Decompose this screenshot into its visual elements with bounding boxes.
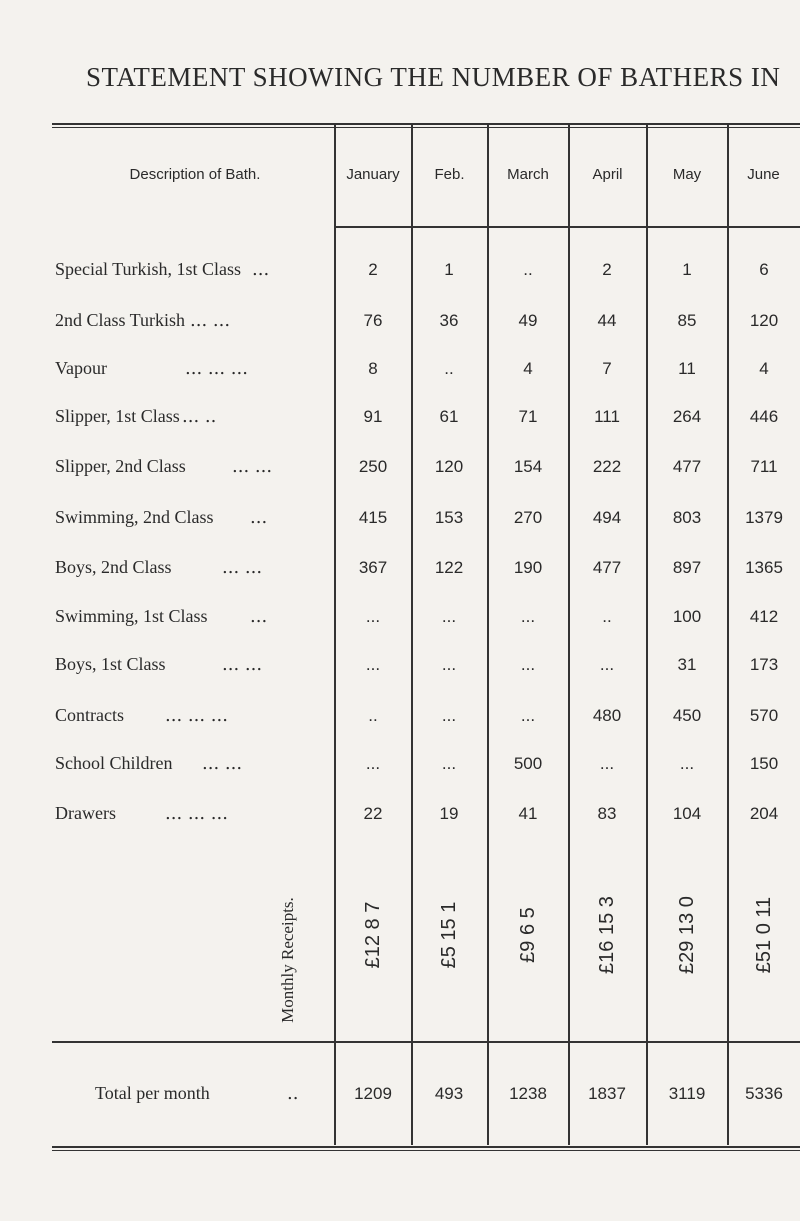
- table-cell: 150: [749, 754, 779, 773]
- table-cell: 100: [672, 607, 702, 626]
- table-cell: 480: [592, 706, 622, 725]
- page-title: STATEMENT SHOWING THE NUMBER OF BATHERS IN: [86, 62, 781, 92]
- row-label: Boys, 1st Class: [55, 654, 166, 674]
- table-cell: ...: [441, 706, 457, 725]
- monthly-receipt-value: £51 0 11: [753, 896, 775, 974]
- table-cell: 36: [439, 311, 459, 330]
- table-cell: 250: [358, 457, 388, 476]
- table-cell: 6: [759, 260, 769, 279]
- table-cell: 367: [358, 558, 388, 577]
- row-leader-dots: ...: [250, 507, 268, 528]
- row-leader-dots: ... ...: [232, 456, 273, 477]
- table-cell: 1365: [745, 558, 783, 577]
- table-cell: 204: [749, 804, 779, 823]
- table-cell: 120: [749, 311, 779, 330]
- table-cell: 494: [592, 508, 622, 527]
- row-leader-dots: ... ... ...: [165, 803, 228, 824]
- table-cell: 2: [368, 260, 378, 279]
- row-leader-dots: ... ... ...: [185, 358, 248, 379]
- table-cell: 76: [363, 311, 383, 330]
- total-cell: 493: [434, 1084, 464, 1103]
- table-cell: 71: [518, 407, 538, 426]
- header-january: January: [346, 166, 400, 183]
- row-leader-dots: ... ...: [202, 753, 243, 774]
- row-label: Contracts: [55, 705, 124, 725]
- table-cell: 711: [750, 457, 778, 476]
- header-june: June: [747, 166, 780, 183]
- table-cell: ...: [441, 655, 457, 674]
- total-cell: 3119: [668, 1084, 706, 1103]
- table-cell: ...: [520, 655, 536, 674]
- table-cell: 1: [444, 260, 454, 279]
- bottom-rule-thin: [52, 1150, 800, 1151]
- table-cell: 803: [672, 508, 702, 527]
- table-cell: 450: [672, 706, 702, 725]
- row-label: Vapour: [55, 358, 107, 378]
- table-cell: 91: [363, 407, 383, 426]
- table-cell: 500: [513, 754, 543, 773]
- table-cell: 83: [597, 804, 617, 823]
- table-cell: 190: [513, 558, 543, 577]
- table-cell: 415: [358, 508, 388, 527]
- table-cell: 120: [434, 457, 464, 476]
- row-label: Boys, 2nd Class: [55, 557, 172, 577]
- table-cell: ...: [599, 655, 615, 674]
- total-cell: 1209: [354, 1084, 392, 1103]
- table-cell: 412: [749, 607, 779, 626]
- table-cell: 222: [592, 457, 622, 476]
- table-cell: 49: [518, 311, 538, 330]
- header-april: April: [592, 166, 623, 183]
- table-cell: ...: [365, 607, 381, 626]
- header-feb: Feb.: [434, 166, 465, 183]
- monthly-receipt-value: £5 15 1: [438, 901, 460, 969]
- table-cell: ...: [520, 607, 536, 626]
- table-cell: 8: [368, 359, 378, 378]
- table-cell: 173: [749, 655, 779, 674]
- table-cell: 85: [677, 311, 697, 330]
- table-cell: 4: [523, 359, 533, 378]
- row-leader-dots: ... ...: [190, 310, 231, 331]
- table-cell: ..: [444, 359, 454, 378]
- top-rule: [52, 123, 800, 125]
- table-cell: 153: [434, 508, 464, 527]
- table-cell: 31: [677, 655, 697, 674]
- row-label: Slipper, 2nd Class: [55, 456, 186, 476]
- table-cell: 264: [672, 407, 702, 426]
- row-leader-dots: ...: [252, 259, 270, 280]
- table-cell: 154: [513, 457, 543, 476]
- row-label: Special Turkish, 1st Class: [55, 259, 242, 279]
- table-cell: ...: [679, 754, 695, 773]
- monthly-receipt-value: £12 8 7: [362, 901, 384, 969]
- total-cell: 1238: [509, 1084, 547, 1103]
- bottom-rule: [52, 1146, 800, 1148]
- table-cell: 477: [672, 457, 702, 476]
- table-cell: 270: [513, 508, 543, 527]
- row-label: School Children: [55, 753, 173, 773]
- table-cell: 11: [678, 359, 696, 378]
- table-cell: 570: [749, 706, 779, 725]
- table-cell: 477: [592, 558, 622, 577]
- header-march: March: [507, 166, 549, 183]
- row-leader-dots: ... ...: [222, 557, 263, 578]
- row-label: Drawers: [55, 803, 116, 823]
- total-label: Total per month: [95, 1083, 210, 1103]
- total-cell: 1837: [588, 1084, 626, 1103]
- top-rule-thin: [52, 127, 800, 128]
- row-leader-dots: ... ... ...: [165, 705, 228, 726]
- table-cell: 1: [682, 260, 692, 279]
- receipts-rule: [52, 1041, 800, 1043]
- table-cell: ...: [365, 655, 381, 674]
- row-label: Swimming, 2nd Class: [55, 507, 214, 527]
- total-cell: 5336: [745, 1084, 783, 1103]
- monthly-receipt-value: £9 6 5: [517, 907, 539, 963]
- table-cell: ...: [441, 754, 457, 773]
- total-dots: ..: [287, 1083, 299, 1104]
- row-label: 2nd Class Turkish: [55, 310, 186, 330]
- table-cell: 446: [749, 407, 779, 426]
- table-cell: ..: [523, 260, 533, 279]
- table-cell: 7: [602, 359, 612, 378]
- monthly-receipt-value: £29 13 0: [676, 896, 698, 974]
- table-cell: 4: [759, 359, 769, 378]
- header-may: May: [672, 166, 702, 183]
- table-cell: 1379: [745, 508, 783, 527]
- table-cell: 2: [602, 260, 612, 279]
- table-cell: 111: [594, 407, 620, 426]
- table-cell: ...: [441, 607, 457, 626]
- row-leader-dots: ...: [250, 606, 268, 627]
- table-cell: 22: [363, 804, 383, 823]
- table-cell: 44: [597, 311, 617, 330]
- table-cell: 61: [439, 407, 459, 426]
- table-cell: ..: [602, 607, 612, 626]
- table-cell: 19: [439, 804, 459, 823]
- table-cell: 104: [672, 804, 702, 823]
- table-cell: ...: [599, 754, 615, 773]
- row-leader-dots: ... ..: [182, 406, 217, 427]
- header-description: Description of Bath.: [129, 166, 261, 183]
- table-cell: ...: [520, 706, 536, 725]
- monthly-receipt-value: £16 15 3: [596, 896, 618, 974]
- table-cell: 41: [518, 804, 538, 823]
- table-cell: ..: [368, 706, 378, 725]
- table-cell: 122: [434, 558, 464, 577]
- row-label: Slipper, 1st Class: [55, 406, 180, 426]
- table-cell: ...: [365, 754, 381, 773]
- monthly-receipts-label: Monthly Receipts.: [278, 897, 297, 1023]
- row-leader-dots: ... ...: [222, 654, 263, 675]
- table-cell: 897: [672, 558, 702, 577]
- row-label: Swimming, 1st Class: [55, 606, 208, 626]
